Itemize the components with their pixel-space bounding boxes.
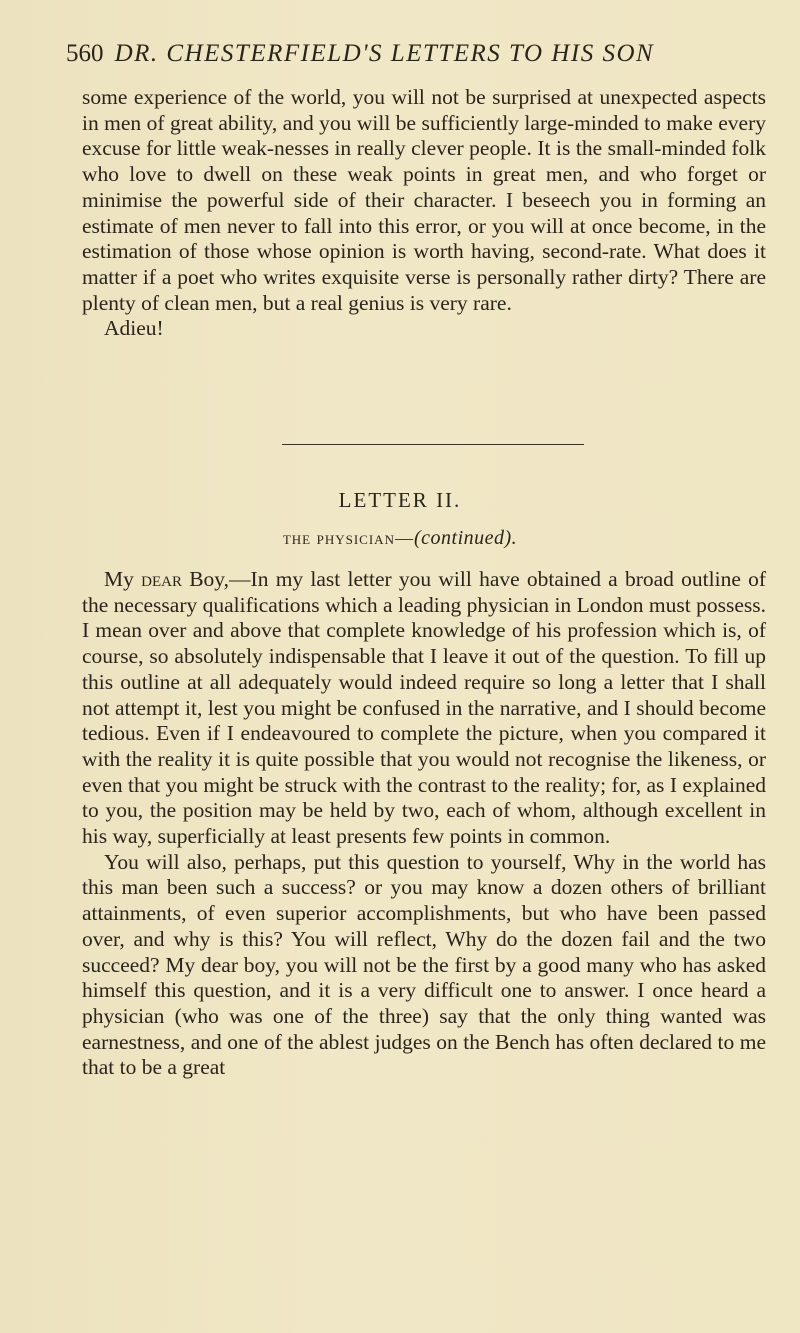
section-divider — [282, 444, 584, 445]
page-header — [66, 40, 766, 76]
opening-paragraph: some experience of the world, you will not be surprised at unexpected aspects in men of great ability, and you will be sufficiently large-minded to make every excuse for little weak-nesses in really clever people. It is the small-minded folk who love to dwell on these weak points in great men, and who forget or minimise the powerful side of their character. I beseech you in forming an estimate of men never to fall into this error, or you will at once become, in the estimation of those whose opinion is worth having, second-rate. What does it matter if a poet who writes exquisite verse is personally rather dirty? There are plenty of clean men, but a real genius is very rare. — [82, 85, 766, 315]
subheading-note: (continued). — [413, 527, 518, 549]
opening-text-block — [82, 85, 766, 342]
salutation-boy: Boy, — [189, 567, 230, 591]
paragraph-1 — [82, 567, 766, 850]
page-number: 560 — [66, 40, 104, 67]
letter-subheading — [0, 527, 800, 550]
subheading-topic: the physician — [282, 528, 395, 548]
paragraph-1-text: —In my last letter you will have obtained a broad outline of the necessary qualifications which a leading physician in London must possess. I mean over and above that complete knowledge of his profession which is, of course, so absolutely indispensable that I leave it out of the question. To fill up this outline at all adequately would indeed require so long a letter that I shall not attempt it, lest you might be confused in the narrative, and I should become tedious. Even if I endeavoured to complete the picture, when you compared it with the reality it is quite possible that you would not recognise the likeness, or even that you might be struck with the contrast to the reality; for, as I explained to you, the position may be held by two, each of whom, although excellent in his way, superficially at least presents few points in common. — [82, 567, 767, 849]
letter-body — [82, 567, 766, 1081]
running-title: DR. CHESTERFIELD'S LETTERS TO HIS SON — [114, 40, 655, 67]
salutation — [104, 567, 229, 591]
subheading-dash: — — [394, 528, 414, 548]
salutation-dear: dear — [141, 567, 182, 591]
letter-heading: LETTER II. — [338, 488, 462, 512]
salutation-my: My — [104, 567, 134, 591]
valediction: Adieu! — [104, 316, 164, 341]
paragraph-2: You will also, perhaps, put this question to yourself, Why in the world has this man been such a success? or you may know a dozen others of brilliant attainments, of even superior accomplishments, but who have been passed over, and why is this? You will reflect, Why do the dozen fail and the two succeed? My dear boy, you will not be the first by a good many who has asked himself this question, and it is a very difficult one to answer. I once heard a physician (who was one of the three) say that the only thing wanted was earnestness, and one of the ablest judges on the Bench has often declared to me that to be a great — [82, 849, 766, 1080]
